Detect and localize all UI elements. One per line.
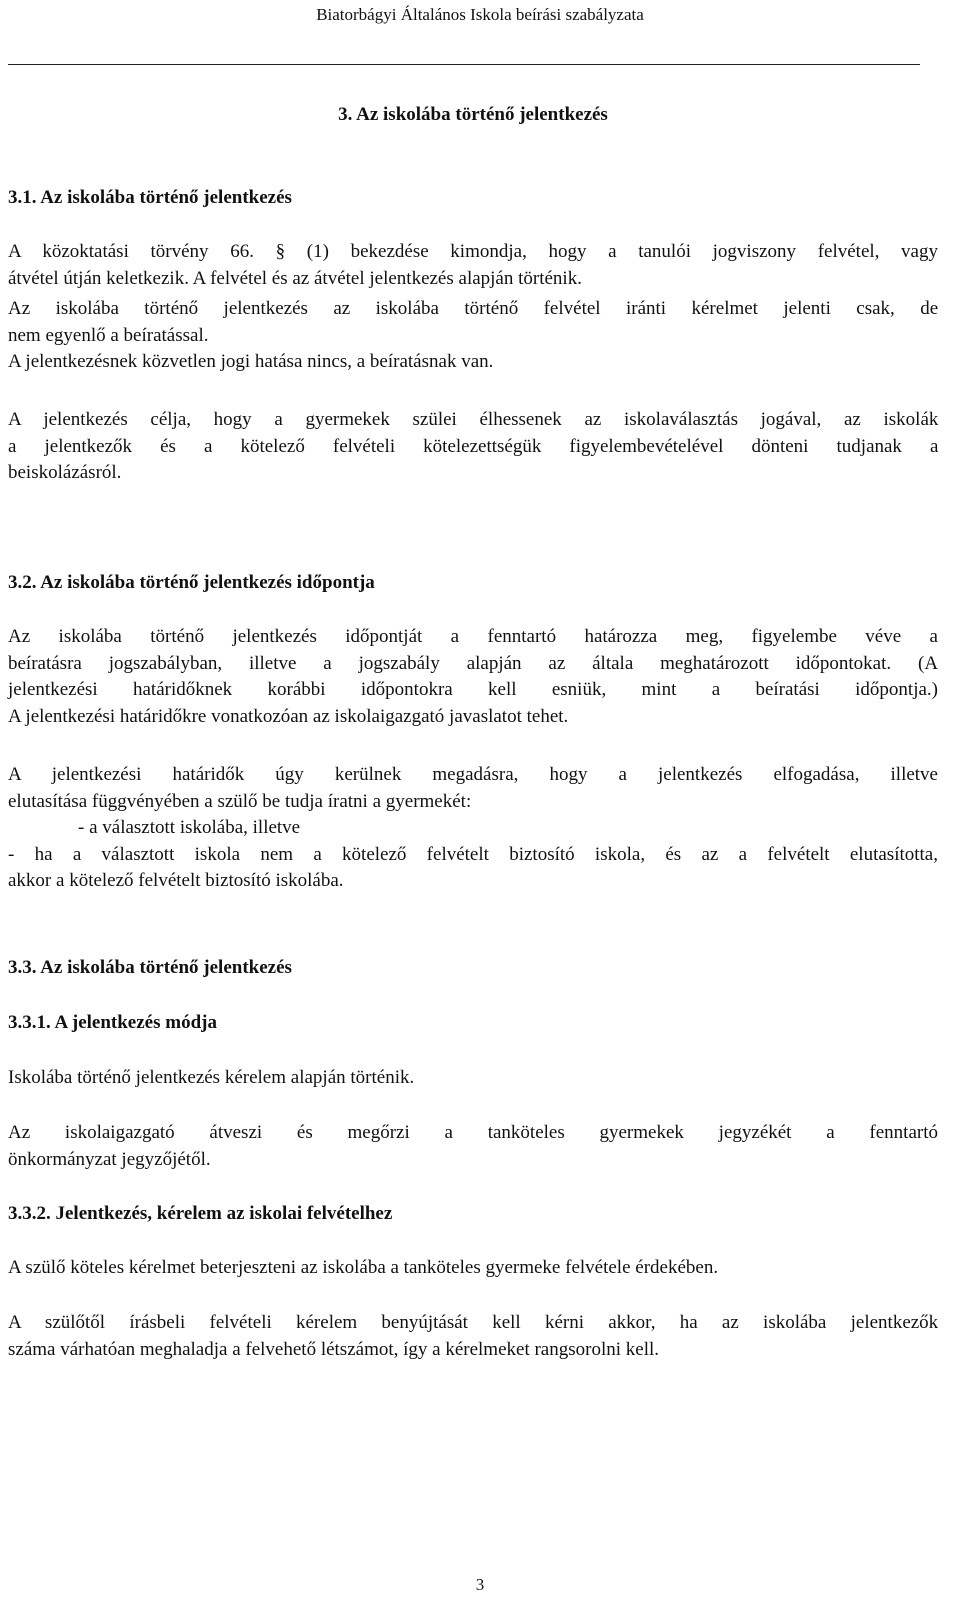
paragraph-line: beiskolázásról. — [8, 462, 122, 483]
paragraph-line: Iskolába történő jelentkezés kérelem alapján történik. — [8, 1067, 415, 1088]
section-heading-3-3: 3.3. Az iskolába történő jelentkezés — [8, 957, 292, 978]
list-item: - ha a választott iskola nem a kötelező felvételt biztosító iskola, és az a felvételt elutasította, — [8, 843, 938, 865]
paragraph-line: Az iskolába történő jelentkezés az iskolába történő felvétel iránti kérelmet jelenti csak, de — [8, 298, 939, 319]
section-heading-3-3-1: 3.3.1. A jelentkezés módja — [8, 1012, 217, 1033]
paragraph-line: Az iskolaigazgató átveszi és megőrzi a tanköteles gyermekek jegyzékét a fenntartó — [8, 1122, 938, 1143]
paragraph-line: A szülő köteles kérelmet beterjeszteni az iskolába a tanköteles gyermeke felvétele érdekében. — [8, 1257, 719, 1278]
paragraph-line: száma várhatóan meghaladja a felvehető létszámot, így a kérelmeket rangsorolni kell. — [8, 1338, 660, 1360]
section-heading-3-3-2: 3.3.2. Jelentkezés, kérelem az iskolai felvételhez — [8, 1203, 393, 1224]
paragraph-line: Az iskolába történő jelentkezés időpontját a fenntartó határozza meg, figyelembe véve a — [8, 626, 938, 647]
header-rule — [8, 64, 920, 65]
paragraph-line: elutasítása függvényében a szülő be tudja íratni a gyermekét: — [8, 790, 472, 812]
paragraph-line: a jelentkezők és a kötelező felvételi kötelezettségük figyelembevételével dönteni tudjanak a — [8, 435, 939, 457]
paragraph-3-1-3 — [8, 407, 938, 487]
paragraph-line: A jelentkezés célja, hogy a gyermekek szülei élhessenek az iskolaválasztás jogával, az iskolák — [8, 409, 939, 430]
list-item: - a választott iskolába, illetve — [78, 817, 301, 838]
paragraph-line: beíratásra jogszabályban, illetve a jogszabály alapján az általa meghatározott időpontokat. (A — [8, 652, 939, 674]
paragraph-3-3-2-2 — [8, 1310, 938, 1363]
paragraph-3-3-2-1 — [8, 1255, 938, 1282]
running-header: Biatorbágyi Általános Iskola beírási szabályzata — [316, 5, 644, 24]
paragraph-line: A jelentkezési határidők úgy kerülnek megadásra, hogy a jelentkezés elfogadása, illetve — [8, 764, 938, 785]
paragraph-3-3-1-1 — [8, 1065, 938, 1092]
paragraph-3-1-1 — [8, 239, 938, 292]
section-heading-3-2: 3.2. Az iskolába történő jelentkezés időpontja — [8, 572, 375, 593]
section-heading-3-1: 3.1. Az iskolába történő jelentkezés — [8, 187, 292, 208]
paragraph-line: A jelentkezési határidőkre vonatkozóan az iskolaigazgató javaslatot tehet. — [8, 705, 569, 727]
paragraph-line: A jelentkezésnek közvetlen jogi hatása nincs, a beíratásnak van. — [8, 351, 494, 372]
paragraph-3-2-1 — [8, 624, 938, 730]
paragraph-line: átvétel útján keletkezik. A felvétel és az átvétel jelentkezés alapján történik. — [8, 267, 582, 289]
paragraph-3-2-2 — [8, 762, 938, 895]
paragraph-line: nem egyenlő a beíratással. — [8, 324, 209, 346]
page-number: 3 — [475, 1575, 485, 1594]
paragraph-line: jelentkezési határidőknek korábbi időpontokra kell esniük, mint a beíratási időpontja.) — [8, 679, 938, 700]
paragraph-3-1-2 — [8, 296, 938, 376]
paragraph-line: A szülőtől írásbeli felvételi kérelem benyújtását kell kérni akkor, ha az iskolába jelentkezők — [8, 1312, 939, 1333]
paragraph-line: A közoktatási törvény 66. § (1) bekezdése kimondja, hogy a tanulói jogviszony felvétel, vagy — [8, 241, 938, 262]
list-item-continuation: akkor a kötelező felvételt biztosító iskolába. — [8, 870, 344, 891]
chapter-title: 3. Az iskolába történő jelentkezés — [338, 104, 608, 125]
paragraph-line: önkormányzat jegyzőjétől. — [8, 1148, 211, 1170]
paragraph-3-3-1-2 — [8, 1120, 938, 1173]
